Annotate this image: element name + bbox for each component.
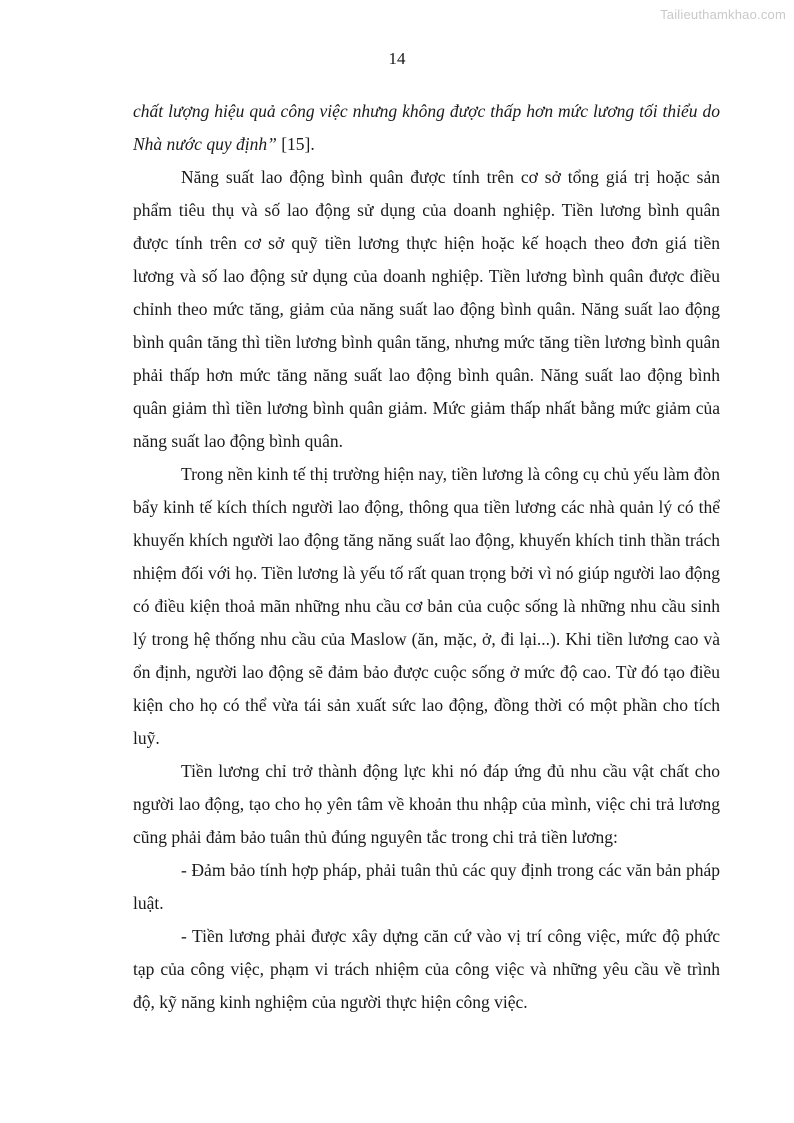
paragraph-wage-motivation: Tiền lương chỉ trở thành động lực khi nó đáp ứng đủ nhu cầu vật chất cho người lao động, tạo cho họ yên tâm về khoản thu nhập của mình, việc chi trả lương cũng phải đảm bảo tuân thủ đúng nguyên tắc trong chi trả tiền lương: [133,761,720,847]
citation: [15]. [276,134,315,154]
bullet-legality: - Đảm bảo tính hợp pháp, phải tuân thủ các quy định trong các văn bản pháp luật. [133,860,720,913]
paragraph-quote-continuation [133,95,720,161]
paragraph-average-productivity: Năng suất lao động bình quân được tính trên cơ sở tổng giá trị hoặc sản phẩm tiêu thụ và số lao động sử dụng của doanh nghiệp. Tiền lương bình quân được tính trên cơ sở quỹ tiền lương thực hiện hoặc kế hoạch theo đơn giá tiền lương và số lao động sử dụng của doanh nghiệp. Tiền lương bình quân được điều chỉnh theo mức tăng, giảm của năng suất lao động bình quân. Năng suất lao động bình quân tăng thì tiền lương bình quân tăng, nhưng mức tăng tiền lương bình quân phải thấp hơn mức tăng năng suất lao động bình quân. Năng suất lao động bình quân giảm thì tiền lương bình quân giảm. Mức giảm thấp nhất bằng mức giảm của năng suất lao động bình quân. [133,167,720,451]
document-body [133,95,720,1019]
quoted-text: chất lượng hiệu quả công việc nhưng không được thấp hơn mức lương tối thiểu do Nhà nước quy định” [133,101,720,154]
bullet-job-position: - Tiền lương phải được xây dựng căn cứ vào vị trí công việc, mức độ phức tạp của công việc, phạm vi trách nhiệm của công việc và những yêu cầu về trình độ, kỹ năng kinh nghiệm của người thực hiện công việc. [133,926,720,1012]
page-number: 14 [388,49,406,68]
paragraph-market-economy-wages: Trong nền kinh tế thị trường hiện nay, tiền lương là công cụ chủ yếu làm đòn bẩy kinh tế kích thích người lao động, thông qua tiền lương các nhà quản lý có thể khuyến khích người lao động tăng năng suất lao động, khuyến khích tinh thần trách nhiệm đối với họ. Tiền lương là yếu tố rất quan trọng bởi vì nó giúp người lao động có điều kiện thoả mãn những nhu cầu cơ bản của cuộc sống là những nhu cầu sinh lý trong hệ thống nhu cầu của Maslow (ăn, mặc, ở, đi lại...). Khi tiền lương cao và ổn định, người lao động sẽ đảm bảo được cuộc sống ở mức độ cao. Từ đó tạo điều kiện cho họ có thể vừa tái sản xuất sức lao động, đồng thời có một phần cho tích luỹ. [133,464,720,748]
watermark-text: Tailieuthamkhao.com [660,7,786,22]
